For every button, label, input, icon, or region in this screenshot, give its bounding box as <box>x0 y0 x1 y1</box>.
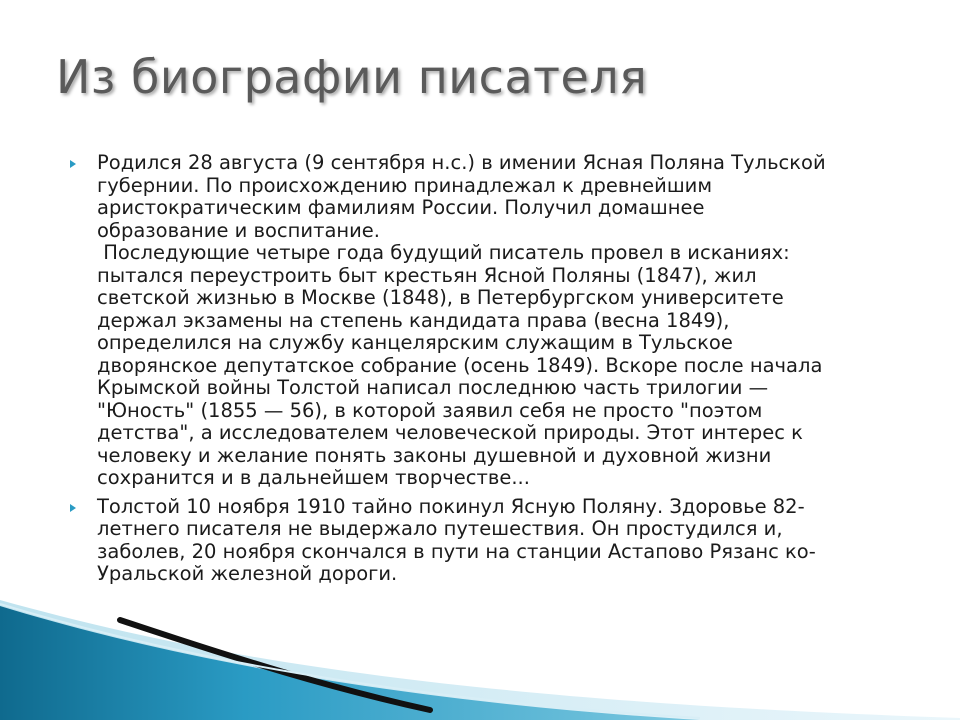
text-line: образование и воспитание. <box>97 218 381 242</box>
bullet-list <box>68 152 898 592</box>
triangle-bullet-icon <box>70 160 76 168</box>
text-line: губернии. По происхождению принадлежал к древнейшим <box>97 173 713 197</box>
text-line: пытался переустроить быт крестьян Ясной Поляны (1847), жил <box>97 263 757 287</box>
text-line: сохранится и в дальнейшем творчестве... <box>97 466 530 489</box>
text-line: Крымской войны Толстой написал последнюю часть трилогии — <box>97 376 769 399</box>
text-line: человеку и желание понять законы душевной и духовной жизни <box>97 443 772 467</box>
bullet-item <box>68 152 898 490</box>
slide-title: Из биографии писателя <box>56 50 648 104</box>
text-line: заболев, 20 ноября скончался в пути на станции Астапово Рязанс ко- <box>97 539 816 563</box>
text-line: Толстой 10 ноября 1910 тайно покинул Ясную Поляну. Здоровье 82- <box>97 494 805 518</box>
triangle-bullet-icon <box>70 504 76 512</box>
text-line: аристократическим фамилиям России. Получил домашнее <box>97 196 705 219</box>
text-line: определился на службу канцелярским служащим в Тульское <box>97 331 733 354</box>
text-line: "Юность" (1855 — 56), в которой заявил себя не просто "поэтом <box>97 398 763 422</box>
text-line: Последующие четыре года будущий писатель провел в исканиях: <box>97 241 790 264</box>
text-line: Родился 28 августа (9 сентября н.с.) в имении Ясная Поляна Тульской <box>97 151 826 174</box>
text-line: держал экзамены на степень кандидата права (весна 1849), <box>97 308 730 332</box>
wave-decoration <box>0 560 960 720</box>
text-line: светской жизнью в Москве (1848), в Петербургском университете <box>97 286 784 309</box>
text-line: детства", а исследователем человеческой природы. Этот интерес к <box>97 421 803 444</box>
text-line: летнего писателя не выдержало путешествия. Он простудился и, <box>97 517 783 540</box>
text-line: Уральской железной дороги. <box>97 562 398 585</box>
text-line: дворянское депутатское собрание (осень 1849). Вскоре после начала <box>97 353 823 377</box>
